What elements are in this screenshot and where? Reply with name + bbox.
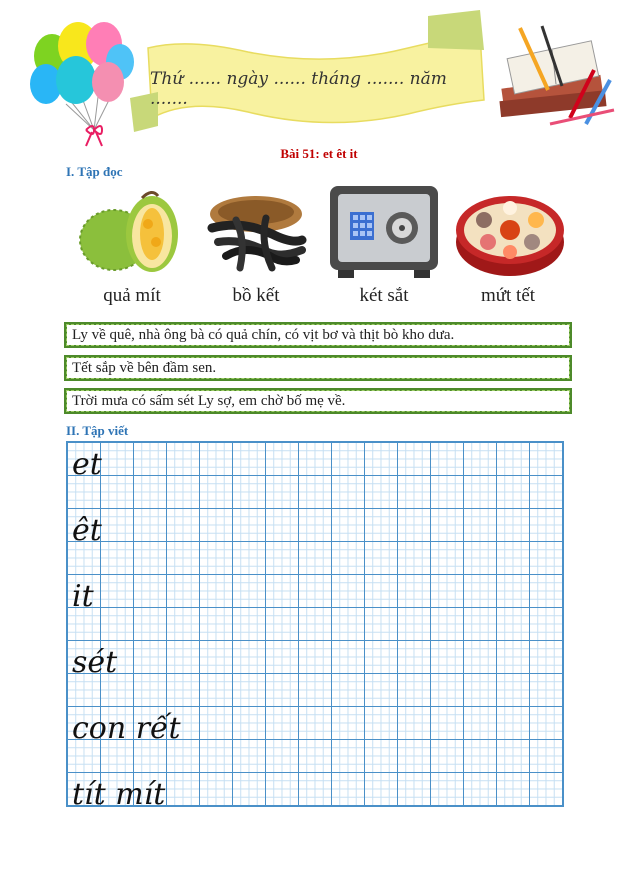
reading-sentence-3: Trời mưa có sấm sét Ly sợ, em chờ bố mẹ về. [64,388,572,414]
picture-label-bo-ket: bồ kết [232,285,280,306]
writing-word-et-circumflex: êt [72,513,102,548]
picture-label-mut-tet: mứt tết [480,285,536,306]
writing-word-tit-mit: tít mít [72,777,166,812]
books-pencils-icon [490,20,620,130]
writing-grid[interactable] [66,441,564,807]
picture-label-qua-mit: quả mít [103,285,161,306]
writing-section-title: II. Tập viết [66,423,129,438]
reading-sentence-2: Tết sắp về bên đầm sen. [64,355,572,381]
balloons-icon [22,18,134,148]
picture-label-ket-sat: két sắt [359,285,409,306]
jackfruit-icon [72,184,192,280]
date-line: Thứ ...... ngày ...... tháng ....... năm ....... [150,69,447,109]
lesson-title: Bài 51: et êt it [280,146,358,161]
writing-word-con-ret: con rết [72,711,181,746]
reading-section-title: I. Tập đọc [66,164,123,179]
writing-word-et: et [72,447,102,482]
writing-word-set: sét [72,645,118,680]
writing-word-it: it [72,579,94,614]
safe-icon [324,184,444,280]
tet-jam-icon [450,184,570,280]
reading-sentence-1: Ly về quê, nhà ông bà có quả chín, có vịt bơ và thịt bò kho dưa. [64,322,572,348]
soapberry-icon [196,184,316,280]
